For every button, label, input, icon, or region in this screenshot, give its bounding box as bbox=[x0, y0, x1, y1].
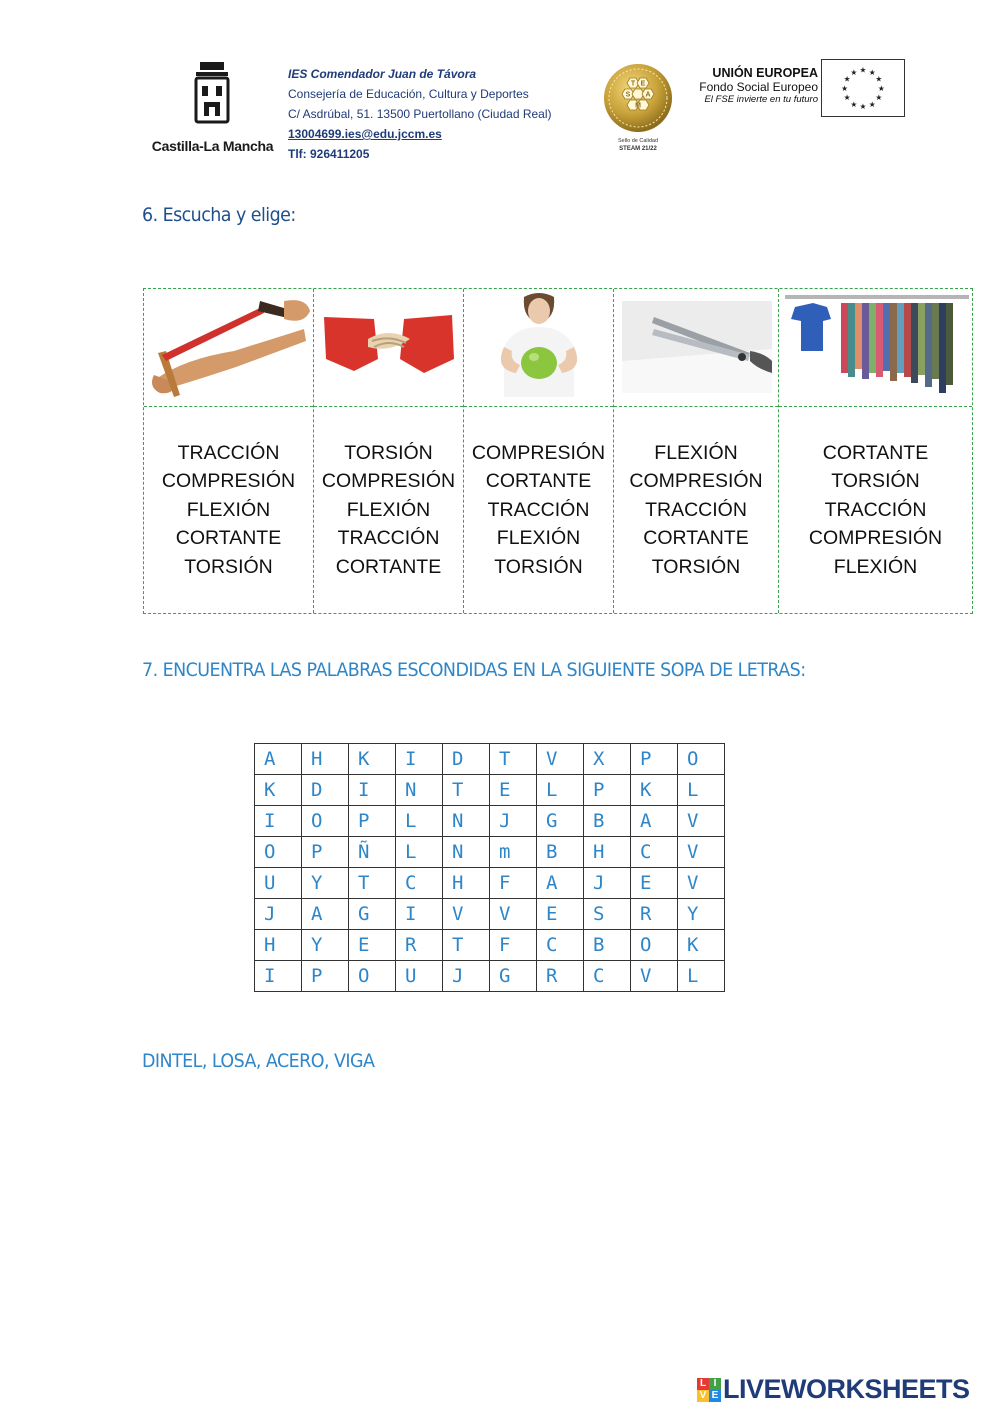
department: Consejería de Educación, Cultura y Deportes bbox=[288, 87, 529, 101]
grid-cell[interactable]: G bbox=[490, 961, 537, 992]
seal-letter: M bbox=[635, 102, 641, 110]
grid-cell[interactable]: L bbox=[396, 806, 443, 837]
grid-row bbox=[255, 868, 725, 899]
star-icon: ★ bbox=[877, 83, 885, 93]
phone: Tlf: 926411205 bbox=[288, 147, 370, 161]
option-compresion[interactable]: COMPRESIÓN bbox=[161, 470, 296, 493]
options-list bbox=[779, 407, 972, 613]
option-cortante[interactable]: CORTANTE bbox=[335, 555, 442, 578]
grid-cell[interactable]: A bbox=[537, 868, 584, 899]
grid-cell[interactable]: A bbox=[302, 899, 349, 930]
grid-cell[interactable]: I bbox=[255, 961, 302, 992]
option-torsion[interactable]: TORSIÓN bbox=[651, 555, 741, 578]
option-flexion[interactable]: FLEXIÓN bbox=[496, 527, 581, 550]
star-icon: ★ bbox=[843, 74, 851, 84]
grid-cell[interactable]: m bbox=[490, 837, 537, 868]
grid-row bbox=[255, 775, 725, 806]
grid-cell[interactable]: V bbox=[678, 806, 725, 837]
option-traccion[interactable]: TRACCIÓN bbox=[177, 441, 280, 464]
grid-cell[interactable]: I bbox=[396, 744, 443, 775]
eu-slogan: El FSE invierte en tu futuro bbox=[704, 94, 818, 105]
star-icon: ★ bbox=[868, 99, 876, 109]
grid-cell[interactable]: L bbox=[396, 837, 443, 868]
option-cortante[interactable]: CORTANTE bbox=[175, 527, 282, 550]
seal-letter: S bbox=[625, 91, 631, 99]
grid-cell[interactable]: J bbox=[443, 961, 490, 992]
option-compresion[interactable]: COMPRESIÓN bbox=[321, 470, 456, 493]
grid-cell[interactable]: D bbox=[302, 775, 349, 806]
option-compresion[interactable]: COMPRESIÓN bbox=[629, 470, 763, 493]
grid-cell[interactable]: V bbox=[678, 837, 725, 868]
grid-cell[interactable]: U bbox=[255, 868, 302, 899]
options-list bbox=[314, 407, 463, 613]
eu-title: UNIÓN EUROPEA bbox=[712, 66, 818, 80]
grid-cell[interactable]: I bbox=[349, 775, 396, 806]
grid-cell[interactable]: H bbox=[255, 930, 302, 961]
grid-cell[interactable]: C bbox=[396, 868, 443, 899]
star-icon: ★ bbox=[841, 83, 849, 93]
grid-cell[interactable]: H bbox=[443, 868, 490, 899]
grid-cell[interactable]: E bbox=[490, 775, 537, 806]
castilla-la-mancha-logo bbox=[150, 60, 275, 160]
seal-letter: E bbox=[640, 80, 646, 88]
scissors-cutting-image bbox=[614, 289, 778, 407]
seal-caption: Sello de Calidad bbox=[617, 138, 659, 144]
word-search-grid bbox=[254, 743, 725, 992]
hidden-words-list: DINTEL, LOSA, ACERO, VIGA bbox=[142, 1050, 375, 1072]
exercise-column bbox=[313, 289, 463, 613]
seal-caption-bold: STEAM 21/22 bbox=[619, 146, 657, 152]
exercise-column bbox=[613, 289, 778, 613]
liveworksheets-logo[interactable] bbox=[697, 1374, 970, 1405]
option-traccion[interactable]: TRACCIÓN bbox=[487, 498, 590, 521]
grid-cell[interactable]: V bbox=[678, 868, 725, 899]
grid-cell[interactable]: U bbox=[396, 961, 443, 992]
star-icon: ★ bbox=[859, 65, 867, 75]
grid-row bbox=[255, 837, 725, 868]
grid-row bbox=[255, 744, 725, 775]
grid-cell[interactable]: V bbox=[490, 899, 537, 930]
grid-cell[interactable]: E bbox=[631, 868, 678, 899]
grid-cell[interactable]: P bbox=[302, 961, 349, 992]
grid-cell[interactable]: P bbox=[349, 806, 396, 837]
grid-cell[interactable]: R bbox=[537, 961, 584, 992]
grid-cell[interactable]: L bbox=[678, 961, 725, 992]
grid-cell[interactable]: O bbox=[255, 837, 302, 868]
school-name: IES Comendador Juan de Távora bbox=[288, 67, 477, 81]
eu-flag-icon bbox=[821, 59, 905, 117]
grid-cell[interactable]: G bbox=[349, 899, 396, 930]
grid-cell[interactable]: F bbox=[490, 868, 537, 899]
grid-cell[interactable]: P bbox=[584, 775, 631, 806]
option-torsion[interactable]: TORSIÓN bbox=[831, 470, 920, 493]
grid-cell[interactable]: B bbox=[584, 930, 631, 961]
grid-cell[interactable]: J bbox=[584, 868, 631, 899]
grid-cell[interactable]: H bbox=[584, 837, 631, 868]
grid-cell[interactable]: T bbox=[349, 868, 396, 899]
clothes-rack-image bbox=[779, 289, 972, 407]
liveworksheets-brand: LIVEWORKSHEETS bbox=[723, 1374, 970, 1404]
grid-cell[interactable]: G bbox=[537, 806, 584, 837]
option-cortante[interactable]: CORTANTE bbox=[822, 441, 929, 464]
region-name: Castilla-La Mancha bbox=[151, 138, 274, 154]
exercise-column bbox=[144, 289, 313, 613]
grid-cell[interactable]: I bbox=[255, 806, 302, 837]
school-info bbox=[288, 64, 552, 164]
grid-cell[interactable]: T bbox=[490, 744, 537, 775]
grid-cell[interactable]: E bbox=[349, 930, 396, 961]
grid-cell[interactable]: O bbox=[349, 961, 396, 992]
option-compresion[interactable]: COMPRESIÓN bbox=[471, 441, 606, 464]
option-cortante[interactable]: CORTANTE bbox=[485, 470, 592, 493]
grid-cell[interactable]: Ñ bbox=[349, 837, 396, 868]
grid-cell[interactable]: T bbox=[443, 775, 490, 806]
grid-cell[interactable]: K bbox=[349, 744, 396, 775]
grid-cell[interactable]: L bbox=[537, 775, 584, 806]
grid-cell[interactable]: A bbox=[255, 744, 302, 775]
grid-cell[interactable]: R bbox=[396, 930, 443, 961]
option-flexion[interactable]: FLEXIÓN bbox=[346, 498, 431, 521]
grid-row bbox=[255, 961, 725, 992]
icon-letter: V bbox=[697, 1390, 709, 1402]
grid-cell[interactable]: X bbox=[584, 744, 631, 775]
star-icon: ★ bbox=[843, 93, 851, 103]
grid-cell[interactable]: Y bbox=[302, 868, 349, 899]
grid-cell[interactable]: O bbox=[678, 744, 725, 775]
grid-cell[interactable]: E bbox=[537, 899, 584, 930]
option-traccion[interactable]: TRACCIÓN bbox=[337, 527, 440, 550]
grid-row bbox=[255, 899, 725, 930]
grid-cell[interactable]: D bbox=[443, 744, 490, 775]
grid-cell[interactable]: R bbox=[631, 899, 678, 930]
option-compresion[interactable]: COMPRESIÓN bbox=[808, 527, 943, 550]
exercise-column bbox=[463, 289, 613, 613]
exercise-6-heading: 6. Escucha y elige: bbox=[142, 204, 296, 226]
star-icon: ★ bbox=[868, 68, 876, 78]
grid-cell[interactable]: F bbox=[490, 930, 537, 961]
eu-funding-text bbox=[682, 66, 818, 105]
wringing-cloth-image bbox=[314, 289, 463, 407]
options-list bbox=[464, 407, 613, 613]
address: C/ Asdrúbal, 51. 13500 Puertollano (Ciudad Real) bbox=[288, 107, 552, 121]
grid-cell[interactable]: K bbox=[678, 930, 725, 961]
grid-cell[interactable]: B bbox=[537, 837, 584, 868]
icon-letter: I bbox=[709, 1378, 721, 1390]
grid-row bbox=[255, 930, 725, 961]
seal-letter: A bbox=[645, 91, 651, 99]
icon-letter: L bbox=[697, 1378, 709, 1390]
exercise-6-table bbox=[143, 288, 973, 614]
option-torsion[interactable]: TORSIÓN bbox=[344, 441, 433, 464]
grid-cell[interactable]: N bbox=[443, 806, 490, 837]
option-traccion[interactable]: TRACCIÓN bbox=[824, 498, 927, 521]
grid-cell[interactable]: O bbox=[302, 806, 349, 837]
grid-cell[interactable]: K bbox=[631, 775, 678, 806]
grid-cell[interactable]: Y bbox=[678, 899, 725, 930]
options-list bbox=[614, 407, 778, 613]
star-icon: ★ bbox=[859, 102, 867, 112]
grid-cell[interactable]: V bbox=[443, 899, 490, 930]
grid-row bbox=[255, 806, 725, 837]
seal-letter: T bbox=[630, 80, 636, 88]
grid-cell[interactable]: O bbox=[631, 930, 678, 961]
exercise-column bbox=[778, 289, 972, 613]
grid-cell[interactable]: P bbox=[631, 744, 678, 775]
icon-letter: E bbox=[709, 1390, 721, 1402]
grid-cell[interactable]: V bbox=[631, 961, 678, 992]
exercise-7-heading: 7. ENCUENTRA LAS PALABRAS ESCONDIDAS EN LA SIGUIENTE SOPA DE LETRAS: bbox=[142, 659, 806, 681]
grid-cell[interactable]: B bbox=[584, 806, 631, 837]
grid-cell[interactable]: N bbox=[396, 775, 443, 806]
grid-cell[interactable]: C bbox=[584, 961, 631, 992]
grid-cell[interactable]: I bbox=[396, 899, 443, 930]
grid-cell[interactable]: C bbox=[537, 930, 584, 961]
grid-cell[interactable]: Y bbox=[302, 930, 349, 961]
liveworksheets-icon bbox=[697, 1378, 721, 1402]
option-cortante[interactable]: CORTANTE bbox=[643, 527, 749, 550]
grid-cell[interactable]: P bbox=[302, 837, 349, 868]
grid-cell[interactable]: T bbox=[443, 930, 490, 961]
grid-cell[interactable]: H bbox=[302, 744, 349, 775]
star-icon: ★ bbox=[850, 99, 858, 109]
star-icon: ★ bbox=[875, 93, 883, 103]
options-list bbox=[144, 407, 313, 613]
grid-cell[interactable]: K bbox=[255, 775, 302, 806]
grid-cell[interactable]: J bbox=[490, 806, 537, 837]
grid-cell[interactable]: S bbox=[584, 899, 631, 930]
option-flexion[interactable]: FLEXIÓN bbox=[186, 498, 271, 521]
grid-cell[interactable]: V bbox=[537, 744, 584, 775]
grid-cell[interactable]: L bbox=[678, 775, 725, 806]
option-torsion[interactable]: TORSIÓN bbox=[494, 555, 583, 578]
option-torsion[interactable]: TORSIÓN bbox=[184, 555, 273, 578]
grid-cell[interactable]: N bbox=[443, 837, 490, 868]
slingshot-image bbox=[144, 289, 313, 407]
option-flexion[interactable]: FLEXIÓN bbox=[654, 441, 738, 464]
grid-cell[interactable]: J bbox=[255, 899, 302, 930]
grid-cell[interactable]: C bbox=[631, 837, 678, 868]
star-icon: ★ bbox=[875, 74, 883, 84]
option-flexion[interactable]: FLEXIÓN bbox=[833, 555, 918, 578]
crest-icon bbox=[192, 60, 232, 132]
steam-seal-icon bbox=[600, 62, 676, 158]
email-link[interactable]: 13004699.ies@edu.jccm.es bbox=[288, 127, 442, 141]
grid-cell[interactable]: A bbox=[631, 806, 678, 837]
option-traccion[interactable]: TRACCIÓN bbox=[645, 498, 747, 521]
star-icon: ★ bbox=[850, 68, 858, 78]
squeezing-ball-image bbox=[464, 289, 613, 407]
eu-fund: Fondo Social Europeo bbox=[699, 80, 818, 94]
